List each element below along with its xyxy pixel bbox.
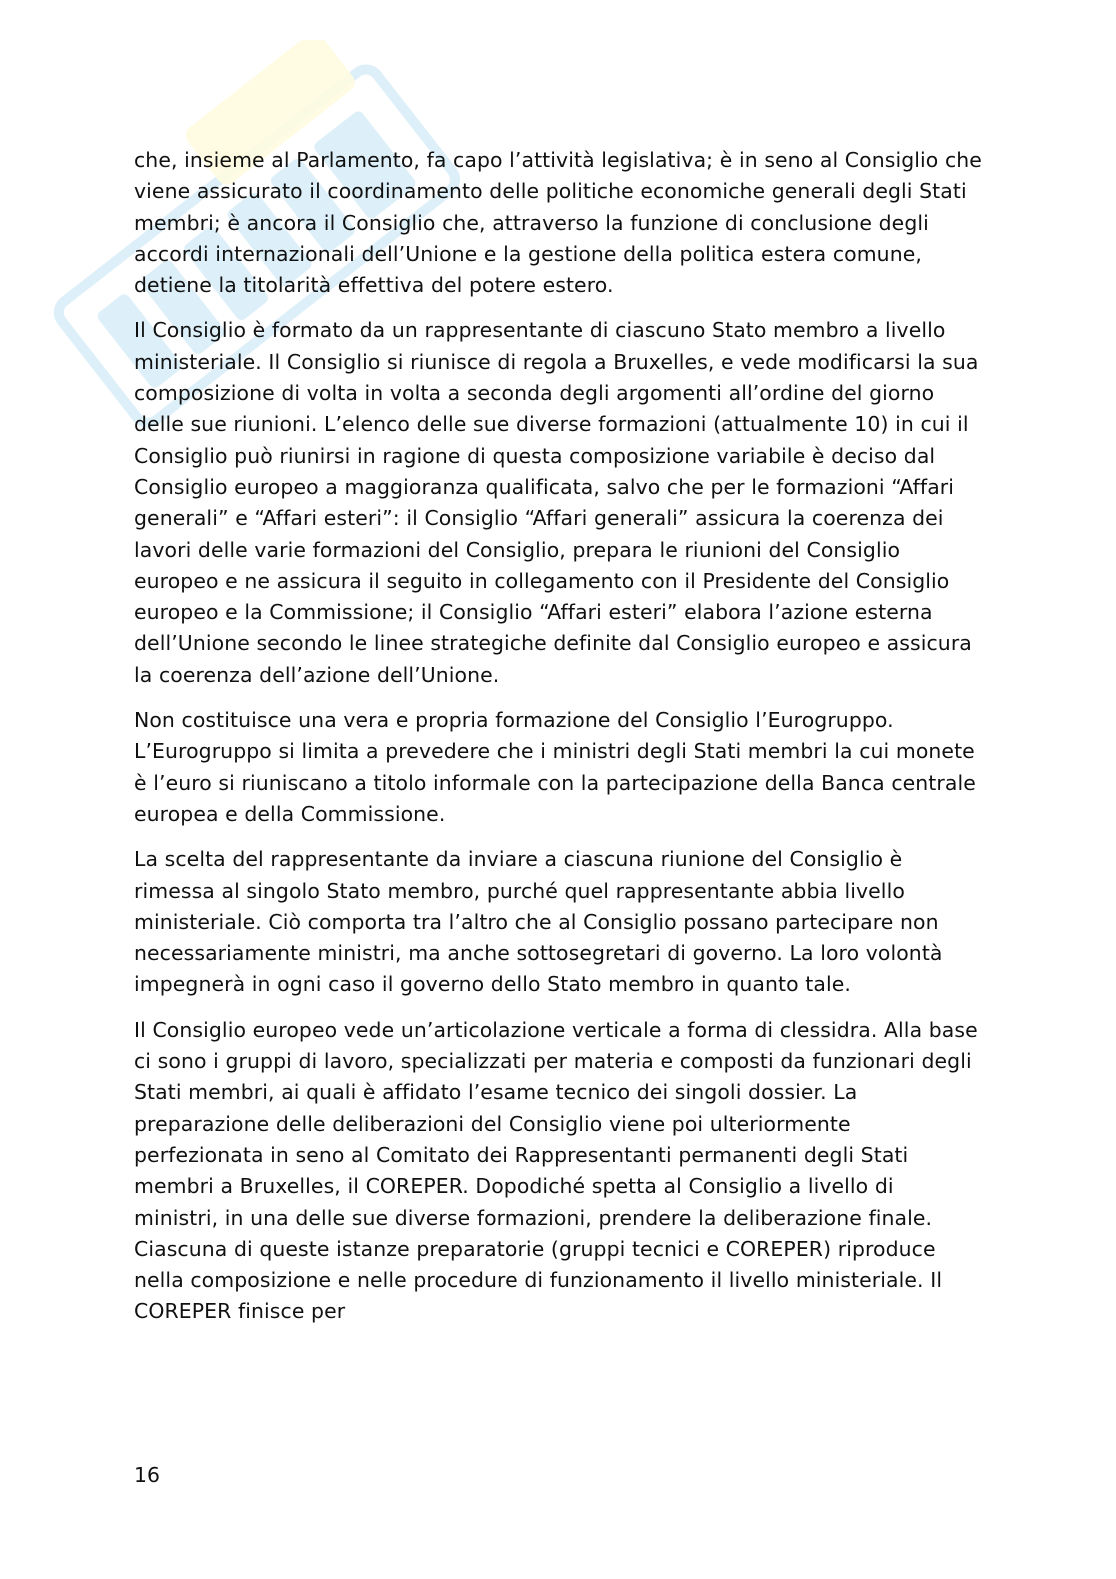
paragraph: Il Consiglio è formato da un rappresentante di ciascuno Stato membro a livello ministeriale. Il Consiglio si riunisce di regola a Bruxelles, e vede modificarsi la sua composizione di volta in volta a seconda degli argomenti all’ordine del giorno delle sue riunioni. L’elenco delle sue diverse formazioni (attualmente 10) in cui il Consiglio può riunirsi in ragione di questa composizione variabile è deciso dal Consiglio europeo a maggioranza qualificata, salvo che per le formazioni “Affari generali” e “Affari esteri”: il Consiglio “Affari generali” assicura la coerenza dei lavori delle varie formazioni del Consiglio, prepara le riunioni del Consiglio europeo e ne assicura il seguito in collegamento con il Presidente del Consiglio europeo e la Commissione; il Consiglio “Affari esteri” elabora l’azione esterna dell’Unione secondo le linee strategiche definite dal Consiglio europeo e assicura la coerenza dell’azione dell’Unione. bbox=[134, 318, 979, 687]
document-body bbox=[134, 145, 984, 1342]
paragraph: Non costituisce una vera e propria formazione del Consiglio l’Eurogruppo. L’Eurogruppo si limita a prevedere che i ministri degli Stati membri la cui monete è l’euro si riuniscano a titolo informale con la partecipazione della Banca centrale europea e della Commissione. bbox=[134, 708, 976, 826]
paragraph: La scelta del rappresentante da inviare a ciascuna riunione del Consiglio è rimessa al singolo Stato membro, purché quel rappresentante abbia livello ministeriale. Ciò comporta tra l’altro che al Consiglio possano partecipare non necessariamente ministri, ma anche sottosegretari di governo. La loro volontà impegnerà in ogni caso il governo dello Stato membro in quanto tale. bbox=[134, 847, 943, 997]
page-number: 16 bbox=[134, 1463, 160, 1487]
paragraph: che, insieme al Parlamento, fa capo l’attività legislativa; è in seno al Consiglio che viene assicurato il coordinamento delle politiche economiche generali degli Stati membri; è ancora il Consiglio che, attraverso la funzione di conclusione degli accordi internazionali dell’Unione e la gestione della politica estera comune, detiene la titolarità effettiva del potere estero. bbox=[134, 148, 982, 298]
paragraph: Il Consiglio europeo vede un’articolazione verticale a forma di clessidra. Alla base ci sono i gruppi di lavoro, specializzati per materia e composti da funzionari degli Stati membri, ai quali è affidato l’esame tecnico dei singoli dossier. La preparazione delle deliberazioni del Consiglio viene poi ulteriormente perfezionata in seno al Comitato dei Rappresentanti permanenti degli Stati membri a Bruxelles, il COREPER. Dopodiché spetta al Consiglio a livello di ministri, in una delle sue diverse formazioni, prendere la deliberazione finale. Ciascuna di queste istanze preparatorie (gruppi tecnici e COREPER) riproduce nella composizione e nelle procedure di funzionamento il livello ministeriale. Il COREPER finisce per bbox=[134, 1017, 978, 1324]
